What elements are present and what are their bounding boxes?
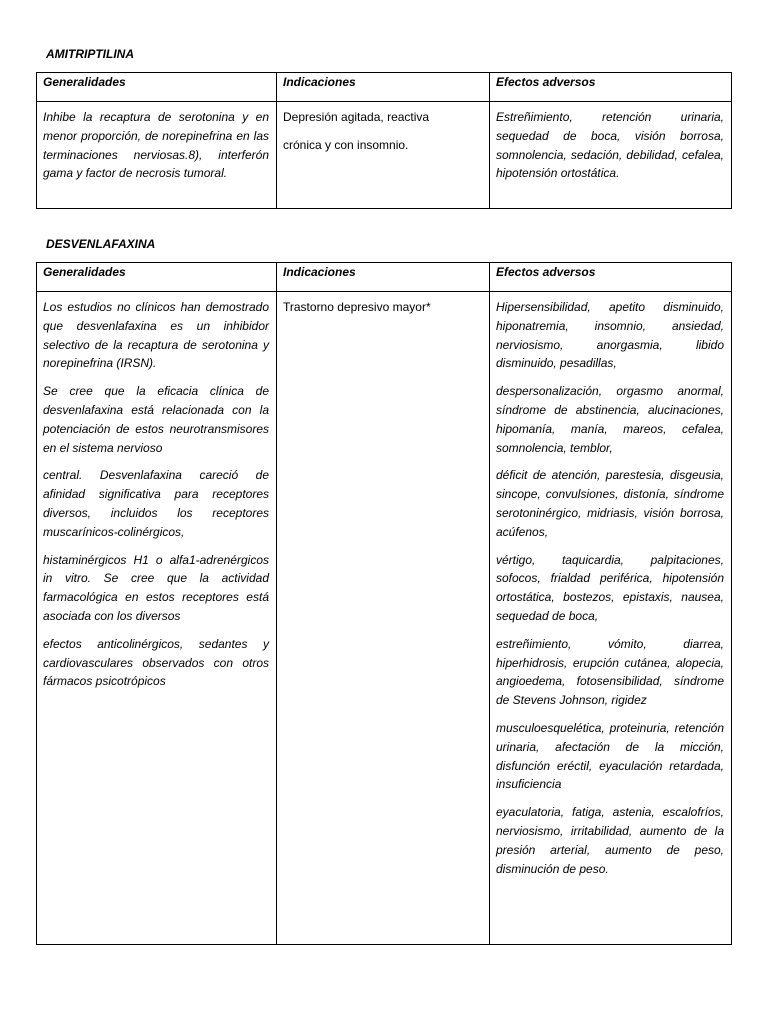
amitriptilina-heading: AMITRIPTILINA — [46, 47, 134, 61]
indicaciones-line: crónica y con insomnio. — [283, 138, 409, 152]
indicaciones-cell — [277, 292, 490, 945]
generalidades-paragraph: Los estudios no clínicos han demostrado que desvenlafaxina es un inhibidor selectivo de la recaptura de serotonina y norepinefrina (IRSN). — [43, 300, 269, 371]
efectos-adversos-paragraph: vértigo, taquicardia, palpitaciones, sofocos, frialdad periférica, hipotensión ortostática, bostezos, epistaxis, nausea, sequedad de boca, — [496, 552, 724, 623]
table-row — [37, 292, 732, 945]
header-indicaciones: Indicaciones — [277, 263, 490, 292]
desvenlafaxina-table — [36, 262, 732, 945]
generalidades-cell — [37, 102, 277, 209]
generalidades-paragraph: histaminérgicos H1 o alfa1-adrenérgicos in vitro. Se cree que la actividad farmacológica en estos receptores está asociada con los diversos — [43, 552, 269, 623]
header-generalidades: Generalidades — [37, 263, 277, 292]
generalidades-paragraph: central. Desvenlafaxina careció de afinidad significativa para receptores diversos, incluidos los receptores muscarínicos-colinérgicos, — [43, 468, 269, 539]
indicaciones-line: Depresión agitada, reactiva — [283, 110, 430, 124]
generalidades-paragraph: Se cree que la eficacia clínica de desvenlafaxina está relacionada con la potenciación de estos neurotransmisores en el sistema nervioso — [43, 384, 269, 455]
efectos-adversos-cell — [490, 102, 732, 209]
amitriptilina-table — [36, 72, 732, 209]
efectos-adversos-paragraph: déficit de atención, parestesia, disgeusia, sincope, convulsiones, distonía, síndrome serotoninérgico, midriasis, visión borrosa, acúfenos, — [496, 468, 724, 539]
indicaciones-text: Trastorno depresivo mayor* — [283, 300, 431, 314]
header-indicaciones: Indicaciones — [277, 73, 490, 102]
header-generalidades: Generalidades — [37, 73, 277, 102]
efectos-adversos-paragraph: Hipersensibilidad, apetito disminuido, hiponatremia, insomnio, ansiedad, nerviosismo, anorgasmia, libido disminuido, pesadillas, — [496, 300, 724, 371]
efectos-adversos-cell — [490, 292, 732, 945]
efectos-adversos-paragraph: eyaculatoria, fatiga, astenia, escalofríos, nerviosismo, irritabilidad, aumento de la presión arterial, aumento de peso, disminución de peso. — [496, 805, 724, 876]
table-header-row — [37, 73, 732, 102]
generalidades-paragraph: efectos anticolinérgicos, sedantes y cardiovasculares observados con otros fármacos psicotrópicos — [43, 636, 269, 689]
efectos-adversos-paragraph: despersonalización, orgasmo anormal, síndrome de abstinencia, alucinaciones, hipomanía, manía, mareos, cefalea, somnolencia, temblor, — [496, 384, 724, 455]
efectos-adversos-text: Estreñimiento, retención urinaria, sequedad de boca, visión borrosa, somnolencia, sedación, debilidad, cefalea, hipotensión ortostática. — [496, 110, 724, 181]
header-efectos-adversos: Efectos adversos — [490, 263, 732, 292]
generalidades-cell — [37, 292, 277, 945]
efectos-adversos-paragraph: musculoesquelética, proteinuria, retención urinaria, afectación de la micción, disfunción eréctil, eyaculación retardada, insuficiencia — [496, 720, 724, 792]
header-efectos-adversos: Efectos adversos — [490, 73, 732, 102]
desvenlafaxina-heading: DESVENLAFAXINA — [46, 237, 156, 251]
efectos-adversos-paragraph: estreñimiento, vómito, diarrea, hiperhidrosis, erupción cutánea, alopecia, angioedema, fotosensibilidad, síndrome de Stevens Johnson, rigidez — [496, 636, 724, 708]
table-row — [37, 102, 732, 209]
generalidades-text: Inhibe la recaptura de serotonina y en menor proporción, de norepinefrina en las terminaciones nerviosas.8), interferón gama y factor de necrosis tumoral. — [43, 110, 269, 181]
table-header-row — [37, 263, 732, 292]
indicaciones-cell — [277, 102, 490, 209]
